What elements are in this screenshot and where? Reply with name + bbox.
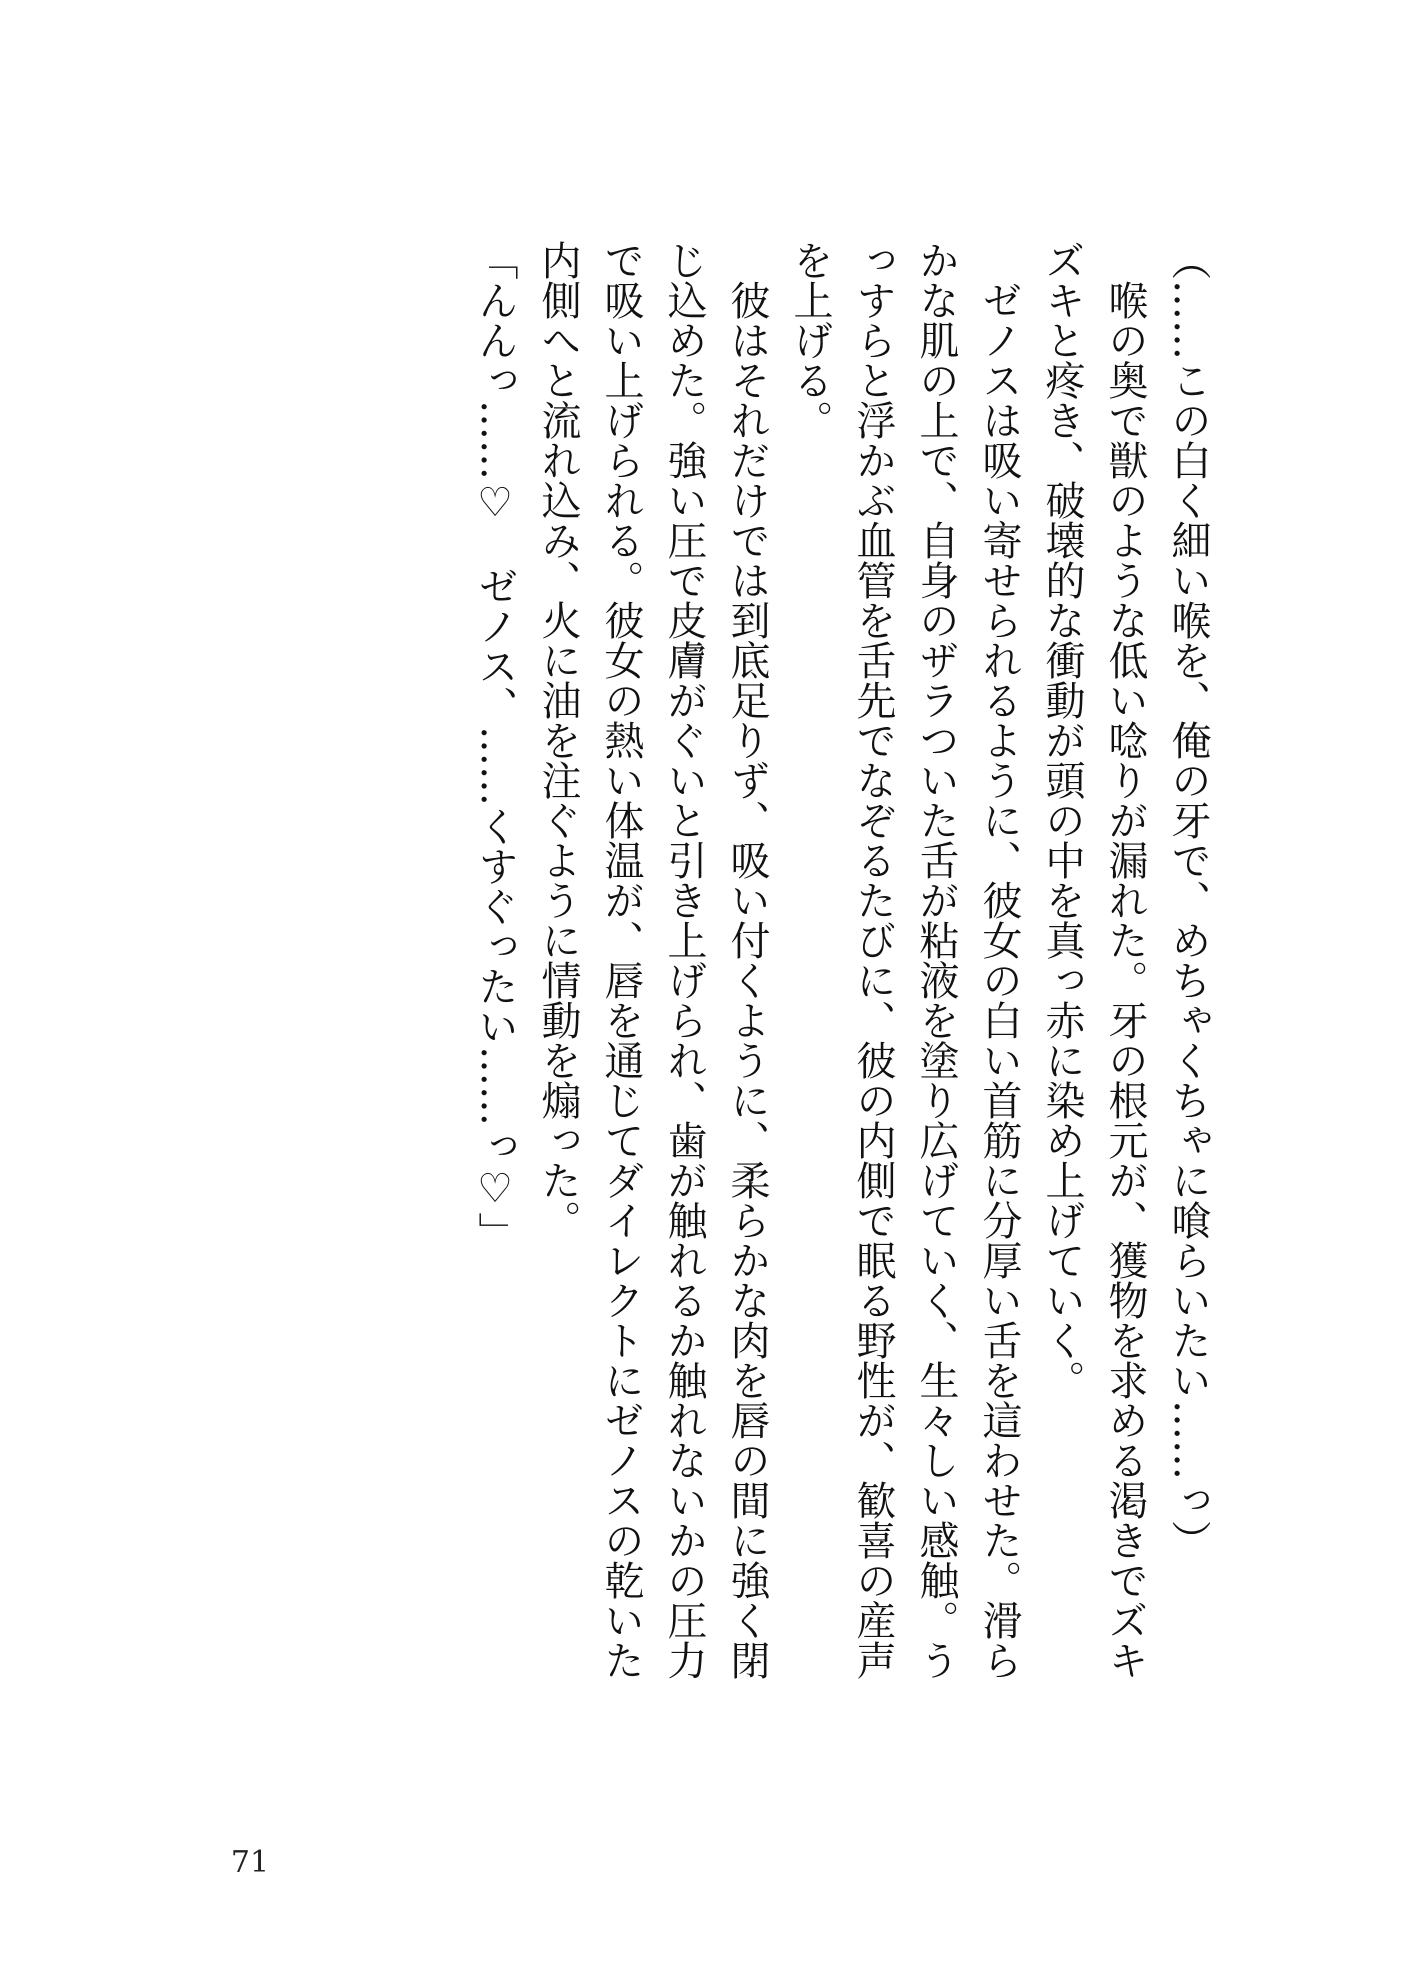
- dialogue-paragraph: 「んんっ……♡ ゼノス、……くすぐったい……っ♡」: [472, 240, 518, 1252]
- narration-paragraph: ゼノスは吸い寄せられるように、彼女の白い首筋に分厚い舌を這わせた。滑らかな肌の上で、自身のザラついた舌が粘液を塗り広げていく、生々しい感触。うっすらと浮かぶ血管を舌先でなぞるたびに、彼の内側で眠る野性が、歓喜の産声を上げる。: [787, 240, 1022, 1680]
- page-number: 71: [230, 1845, 270, 1880]
- narration-paragraph: 喉の奥で獣のような低い唸りが漏れた。牙の根元が、獲物を求める渇きでズキズキと疼き、破壊的な衝動が頭の中を真っ赤に染め上げていく。: [1039, 240, 1148, 1680]
- inner-thought-paragraph: （……この白く細い喉を、俺の牙で、めちゃくちゃに喰らいたい……っ）: [1165, 240, 1211, 1560]
- body-text: [219, 240, 1219, 1690]
- narration-paragraph: 彼はそれだけでは到底足りず、吸い付くように、柔らかな肉を唇の間に強く閉じ込めた。強い圧で皮膚がぐいと引き上げられ、歯が触れるか触れないかの圧力で吸い上げられる。彼女の熱い体温が、唇を通じてダイレクトにゼノスの乾いた内側へと流れ込み、火に油を注ぐように情動を煽った。: [535, 240, 770, 1680]
